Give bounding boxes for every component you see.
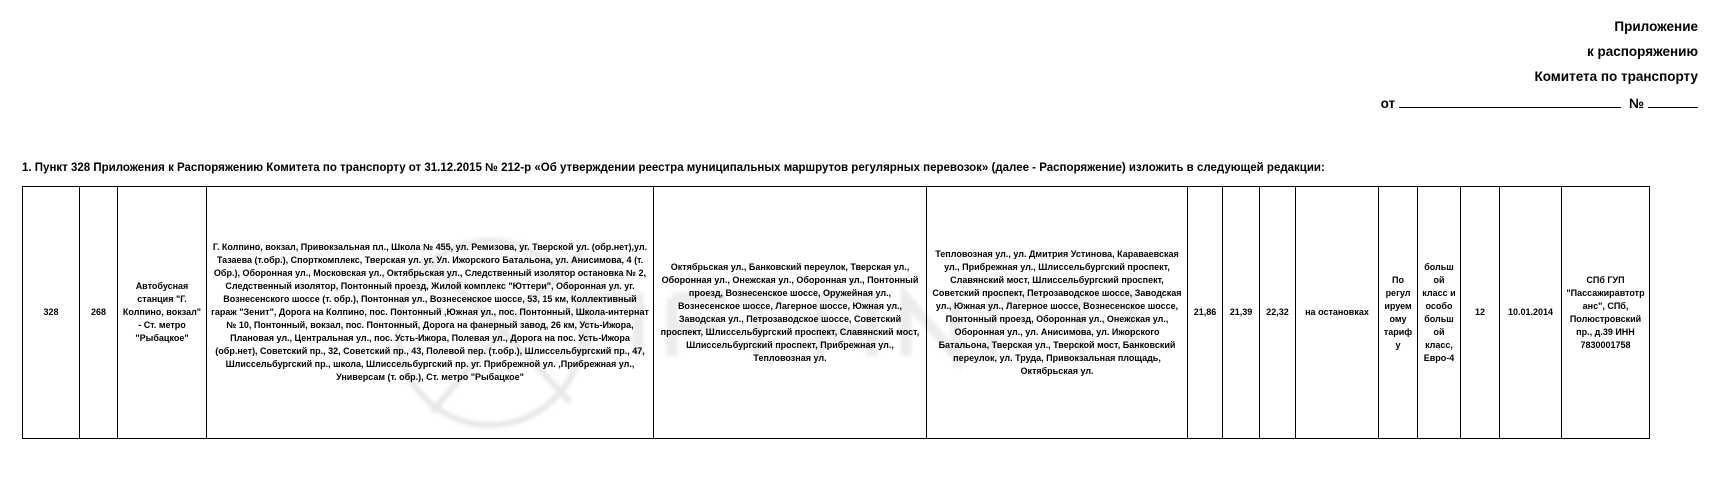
- header-from-line: [1381, 91, 1698, 116]
- cell-route-no: 268: [80, 187, 118, 439]
- cell-length-forward: 21,39: [1223, 187, 1260, 439]
- cell-start-date: 10.01.2014: [1500, 187, 1562, 439]
- route-table: [22, 186, 1650, 439]
- cell-length-backward: 22,32: [1260, 187, 1296, 439]
- header-line-3: Комитета по транспорту: [1534, 69, 1698, 84]
- cell-route-name: Автобусная станция "Г. Колпино, вокзал" - Ст. метро "Рыбацкое": [118, 187, 207, 439]
- cell-stops-list: Г. Колпино, вокзал, Привокзальная пл., Школа № 455, ул. Ремизова, уг. Тверской ул. (обр.нет),ул. Тазаева (т.обр.), Спорткомплекс, Тверская ул. уг. Ул. Ижорского Батальона, ул. Анисимова, 4 (т. Обр.), Оборонная ул., Московская ул., Октябрьская ул., Следственный изолятор остановка № 2, Следственный изолятор, Понтонный проезд, Жилой комплекс "Юттери", Оборонная ул. уг. Вознесенского шоссе (т. обр.), Понтонная ул., Вознесенское шоссе, 53, 15 км, Коллективный гараж "Зенит", Дорога на Колпино, пос. Понтонный ,Южная ул., пос. Понтонный, Школа-интернат № 10, Понтонный, вокзал, пос. Понтонный, Дорога на фанерный завод, 26 км, Усть-Ижора, Плановая ул., Центральная ул., пос. Усть-Ижора, Полевая ул., Дорога на пос. Усть-Ижора (обр.нет), Советский пр., 32, Советский пр., 43, Полевой пер. (т.обр.), Шлиссельбургский пр., 47, Шлиссельбургский пр., школа, Шлиссельбургский пр. уг. Прибрежной ул. ,Прибрежная ул., Универсам (т. обр.), Ст. метро "Рыбацкое": [207, 187, 654, 439]
- date-blank-line: [1399, 94, 1621, 108]
- header-line-1: Приложение: [1614, 19, 1698, 34]
- cell-streets-forward: Октябрьская ул., Банковский переулок, Тверская ул., Оборонная ул., Онежская ул., Оборонная ул., Понтонный проезд, Вознесенское шоссе, Оружейная ул., Вознесенское шоссе, Лагерное шоссе, Южная ул., Заводская ул., Петрозаводское шоссе, Советский проспект, Шлиссельбургский проспект, Славянский мост, Шлиссельбургский проспект, Прибрежная ул., Тепловозная ул.: [654, 187, 927, 439]
- cell-fare-type: По регулируемому тарифу: [1379, 187, 1418, 439]
- from-label: от: [1380, 96, 1396, 111]
- header-line-2: к распоряжению: [1587, 44, 1698, 59]
- intro-paragraph: 1. Пункт 328 Приложения к Распоряжению Комитета по транспорту от 31.12.2015 № 212-р «Об утверждении реестра муниципальных маршрутов регулярных перевозок» (далее - Распоряжение) изложить в следующей редакции:: [22, 162, 1325, 174]
- cell-vehicle-count: 12: [1461, 187, 1500, 439]
- cell-carrier: СПб ГУП "Пассажиравтотранс", СПб, Полюстровский пр., д.39 ИНН 7830001758: [1562, 187, 1650, 439]
- cell-length-total: 21,86: [1188, 187, 1223, 439]
- number-label: №: [1628, 96, 1644, 111]
- table-row: [23, 187, 1650, 439]
- header-block: [1381, 14, 1698, 116]
- cell-vehicle-class: большой класс и особо большой класс, Евро-4: [1418, 187, 1461, 439]
- cell-streets-backward: Тепловозная ул., ул. Дмитрия Устинова, Караваевская ул., Прибрежная ул., Шлиссельбургский проспект, Славянский мост, Шлиссельбургский проспект, Советский проспект, Петрозаводское шоссе, Заводская ул., Южная ул., Лагерное шоссе, Вознесенское шоссе, Понтонный проезд, Оборонная ул., Онежская ул., Оборонная ул., ул. Анисимова, ул. Ижорского Батальона, Тверская ул., Тверской мост, Банковский переулок, ул. Труда, Привокзальная площадь, Октябрьская ул.: [927, 187, 1188, 439]
- cell-item-no: 328: [23, 187, 80, 439]
- number-blank-line: [1648, 94, 1698, 108]
- cell-boarding-order: на остановках: [1296, 187, 1379, 439]
